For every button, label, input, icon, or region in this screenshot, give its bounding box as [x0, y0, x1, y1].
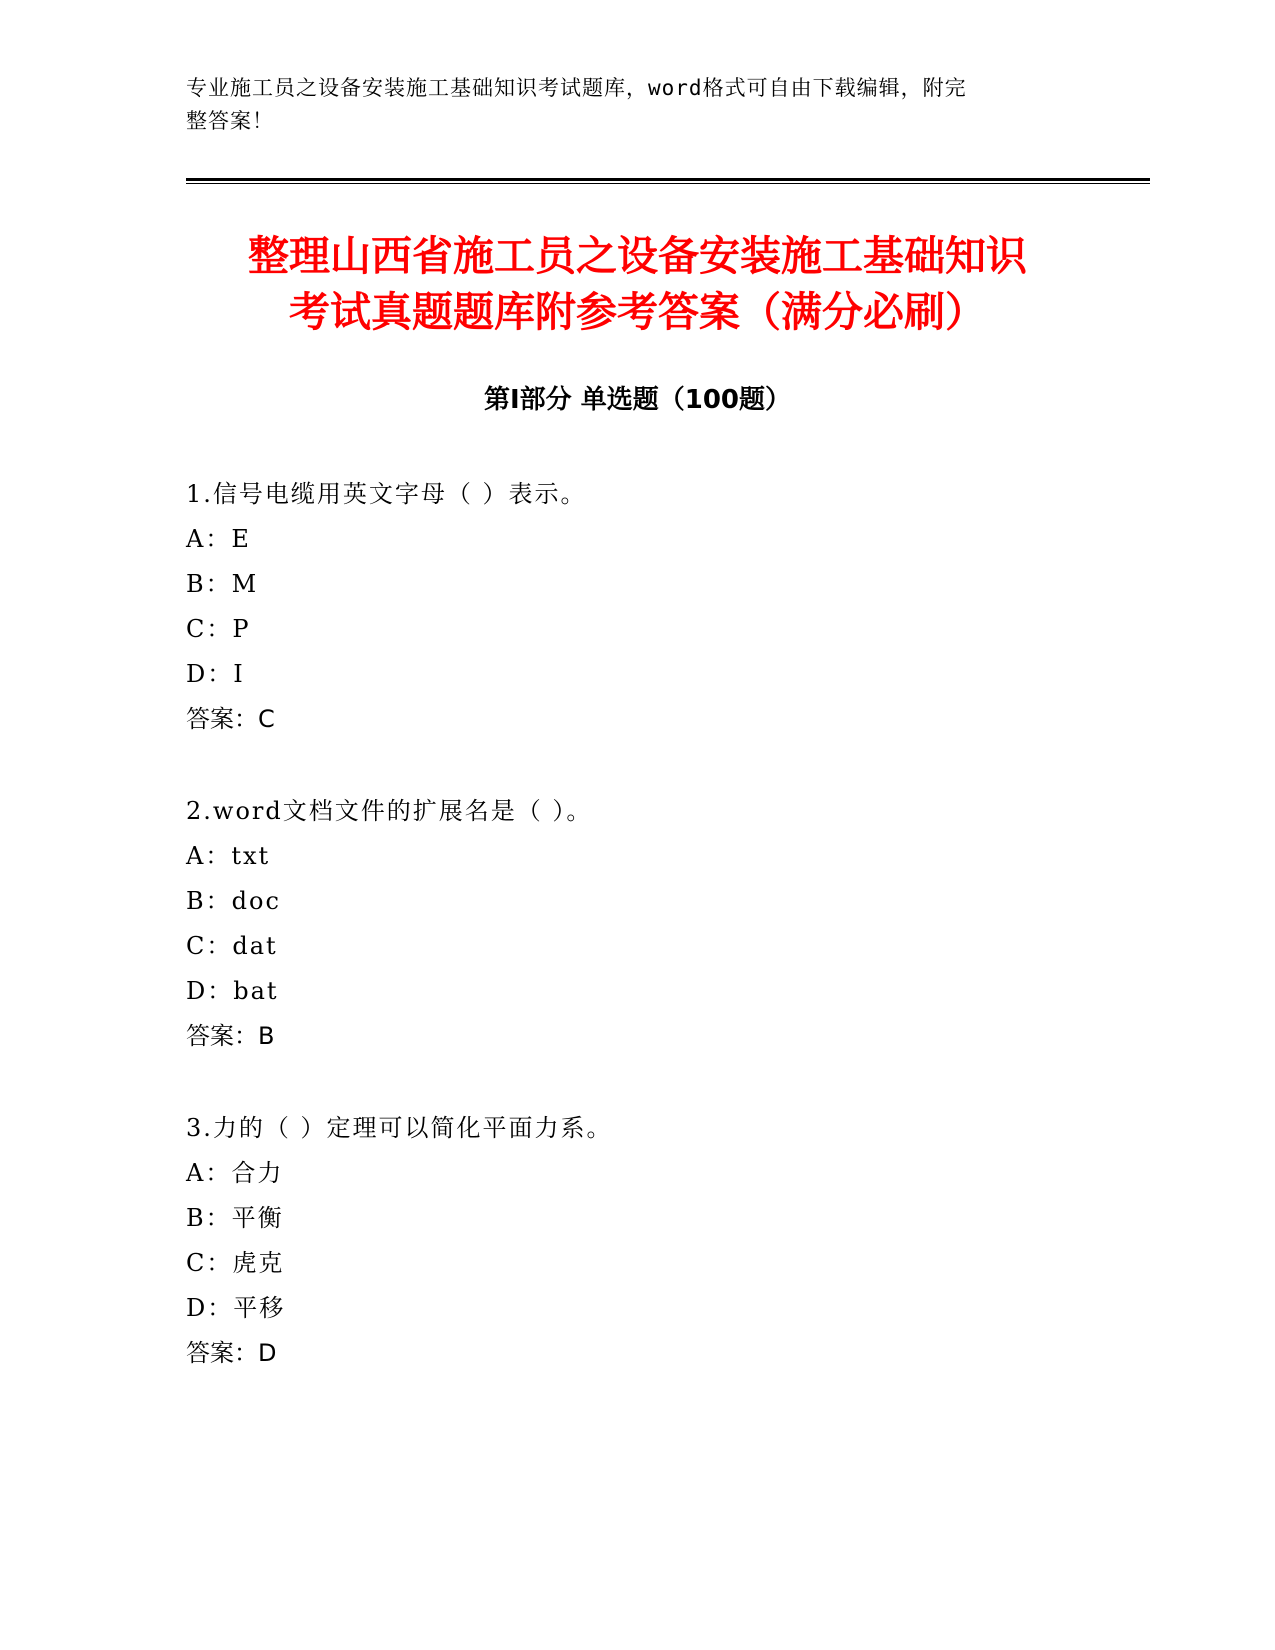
question-2 — [186, 789, 1086, 1059]
answer: 答案：C — [186, 705, 275, 733]
option-c: C：P — [186, 615, 251, 643]
header-line-1: 专业施工员之设备安装施工基础知识考试题库，word格式可自由下载编辑，附完 — [186, 76, 967, 100]
option-b: B：doc — [186, 887, 281, 915]
section-title: 第Ⅰ部分 单选题（100题） — [484, 385, 791, 415]
header-divider-thin — [186, 183, 1150, 184]
option-d: D：平移 — [186, 1294, 286, 1322]
option-d: D：I — [186, 660, 245, 688]
question-3 — [186, 1106, 1086, 1376]
question-stem: 2.word文档文件的扩展名是（ ）。 — [186, 797, 593, 825]
header-note — [186, 72, 1056, 138]
answer: 答案：B — [186, 1022, 275, 1050]
option-c: C：dat — [186, 932, 278, 960]
document-title-line-2: 考试真题题库附参考答案（满分必刷） — [289, 288, 986, 336]
option-a: A：合力 — [186, 1159, 284, 1187]
option-a: A：txt — [186, 842, 271, 870]
option-b: B：平衡 — [186, 1204, 284, 1232]
option-c: C：虎克 — [186, 1249, 285, 1277]
question-list — [186, 472, 1086, 1423]
header-line-2: 整答案！ — [186, 109, 274, 133]
document-title-line-1: 整理山西省施工员之设备安装施工基础知识 — [248, 232, 1027, 280]
answer: 答案：D — [186, 1339, 277, 1367]
question-stem: 3.力的（ ）定理可以简化平面力系。 — [186, 1114, 613, 1142]
header-divider-thick — [186, 178, 1150, 181]
question-stem: 1.信号电缆用英文字母（ ）表示。 — [186, 480, 587, 508]
document-title — [150, 228, 1125, 340]
option-b: B：M — [186, 570, 259, 598]
option-a: A：E — [186, 525, 251, 553]
question-1 — [186, 472, 1086, 742]
option-d: D：bat — [186, 977, 279, 1005]
